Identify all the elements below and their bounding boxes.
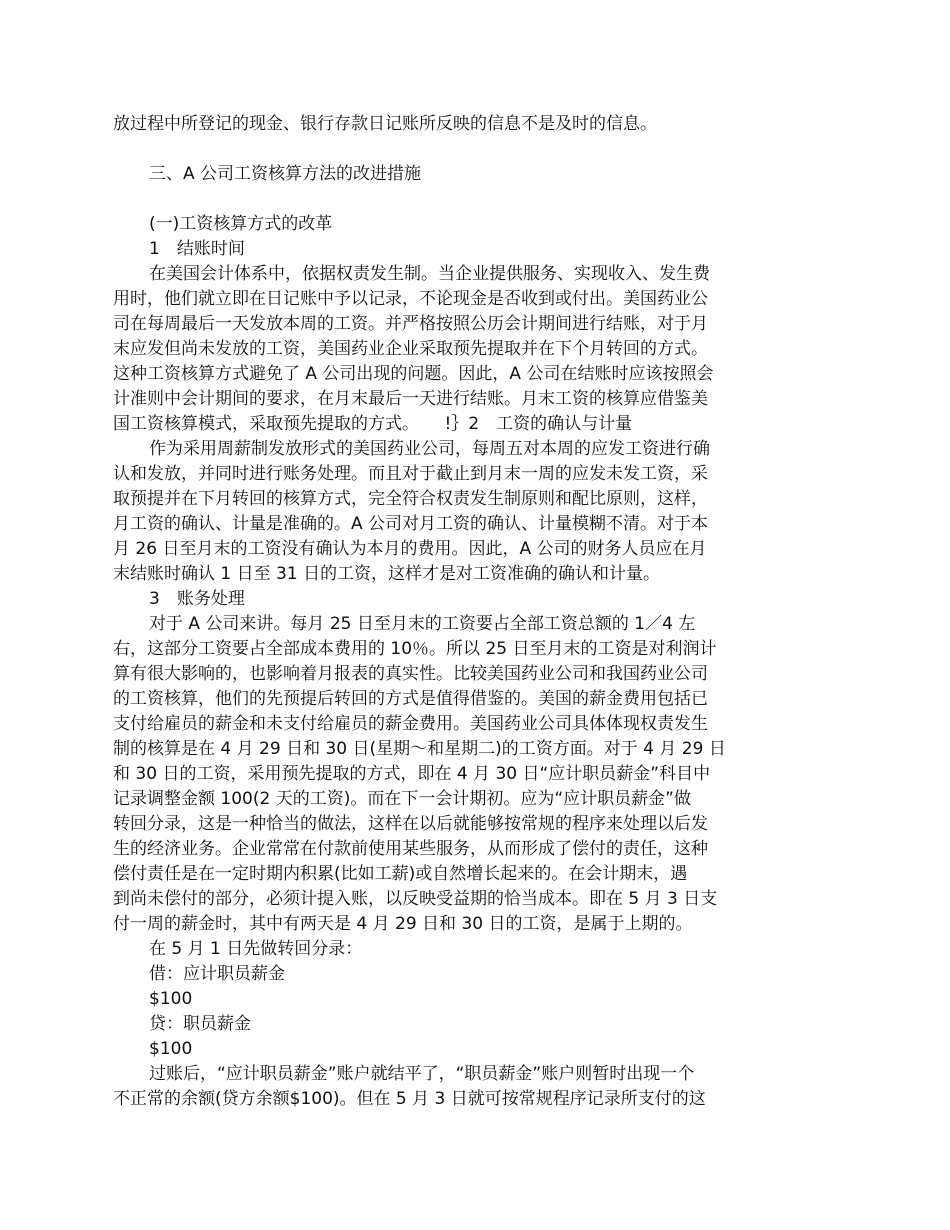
item-heading: 1 结账时间 [149, 239, 245, 259]
paragraph-line: 记录调整金额 100(2 天的工资)。而在下一会计期初。应为“应计职员薪金”做 [113, 789, 691, 809]
paragraph-line: 计准则中会计期间的要求，在月末最后一天进行结账。月末工资的核算应借鉴美 [113, 389, 708, 409]
paragraph-line: 偿付责任是在一定时期内积累(比如工薪)或自然增长起来的。在会计期末，遇 [113, 864, 688, 884]
paragraph-line: 取预提并在下月转回的核算方式，完全符合权责发生制原则和配比原则，这样， [113, 489, 708, 509]
paragraph-line: 国工资核算模式，采取预先提取的方式。 !｝2 工资的确认与计量 [113, 414, 633, 434]
paragraph-line: 司在每周最后一天发放本周的工资。并严格按照公历会计期间进行结账，对于月 [113, 314, 708, 334]
journal-credit-amount: $100 [149, 1039, 193, 1059]
paragraph-line: 放过程中所登记的现金、银行存款日记账所反映的信息不是及时的信息。 [113, 114, 657, 134]
paragraph-line: 月 26 日至月末的工资没有确认为本月的费用。因此，A 公司的财务人员应在月 [113, 539, 707, 559]
journal-debit-line: 借：应计职员薪金 [149, 964, 285, 984]
paragraph-line: 算有很大影响的，也影响着月报表的真实性。比较美国药业公司和我国药业公司 [113, 664, 708, 684]
journal-credit-line: 贷：职员薪金 [149, 1014, 251, 1034]
paragraph-line: 认和发放，并同时进行账务处理。而且对于截止到月末一周的应发未发工资，采 [113, 464, 708, 484]
paragraph-line: 这种工资核算方式避免了 A 公司出现的问题。因此，A 公司在结账时应该按照会 [113, 364, 714, 384]
paragraph-line: 和 30 日的工资，采用预先提取的方式，即在 4 月 30 日“应计职员薪金”科目中 [113, 764, 711, 784]
paragraph-line: 支付给雇员的薪金和未支付给雇员的薪金费用。美国药业公司具体体现权责发生 [113, 714, 708, 734]
paragraph-line: 末结账时确认 1 日至 31 日的工资，这样才是对工资准确的确认和计量。 [113, 564, 661, 584]
paragraph-line: 末应发但尚未发放的工资，美国药业企业采取预先提取并在下个月转回的方式。 [113, 339, 708, 359]
paragraph-line: 用时，他们就立即在日记账中予以记录，不论现金是否收到或付出。美国药业公 [113, 289, 708, 309]
section-heading: 三、A 公司工资核算方法的改进措施 [149, 164, 422, 184]
paragraph-line: 生的经济业务。企业常常在付款前使用某些服务，从而形成了偿付的责任，这种 [113, 839, 708, 859]
paragraph-line: 不正常的余额(贷方余额$100)。但在 5 月 3 日就可按常规程序记录所支付的这 [113, 1089, 706, 1109]
paragraph-line: 过账后，“应计职员薪金”账户就结平了，“职员薪金”账户则暂时出现一个 [149, 1064, 695, 1084]
paragraph-line: 作为采用周薪制发放形式的美国药业公司，每周五对本周的应发工资进行确 [149, 439, 710, 459]
paragraph-line: 到尚未偿付的部分，必须计提入账，以反映受益期的恰当成本。即在 5 月 3 日支 [113, 889, 718, 909]
paragraph-line: 在美国会计体系中，依据权责发生制。当企业提供服务、实现收入、发生费 [149, 264, 710, 284]
subsection-heading: (一)工资核算方式的改革 [149, 214, 333, 234]
paragraph-line: 的工资核算，他们的先预提后转回的方式是值得借鉴的。美国的薪金费用包括已 [113, 689, 708, 709]
journal-debit-amount: $100 [149, 989, 193, 1009]
paragraph-line: 月工资的确认、计量是准确的。A 公司对月工资的确认、计量模糊不清。对于本 [113, 514, 709, 534]
item-heading: 3 账务处理 [149, 589, 245, 609]
paragraph-line: 转回分录，这是一种恰当的做法，这样在以后就能够按常规的程序来处理以后发 [113, 814, 708, 834]
paragraph-line: 对于 A 公司来讲。每月 25 日至月末的工资要占全部工资总额的 1／4 左 [149, 614, 696, 634]
paragraph-line: 在 5 月 1 日先做转回分录： [149, 939, 363, 959]
paragraph-line: 付一周的薪金时，其中有两天是 4 月 29 日和 30 日的工资，是属于上期的。 [113, 914, 693, 934]
paragraph-line: 右，这部分工资要占全部成本费用的 10％。所以 25 日至月末的工资是对利润计 [113, 639, 717, 659]
paragraph-line: 制的核算是在 4 月 29 日和 30 日(星期～和星期二)的工资方面。对于 4 月 29 日 [113, 739, 726, 759]
